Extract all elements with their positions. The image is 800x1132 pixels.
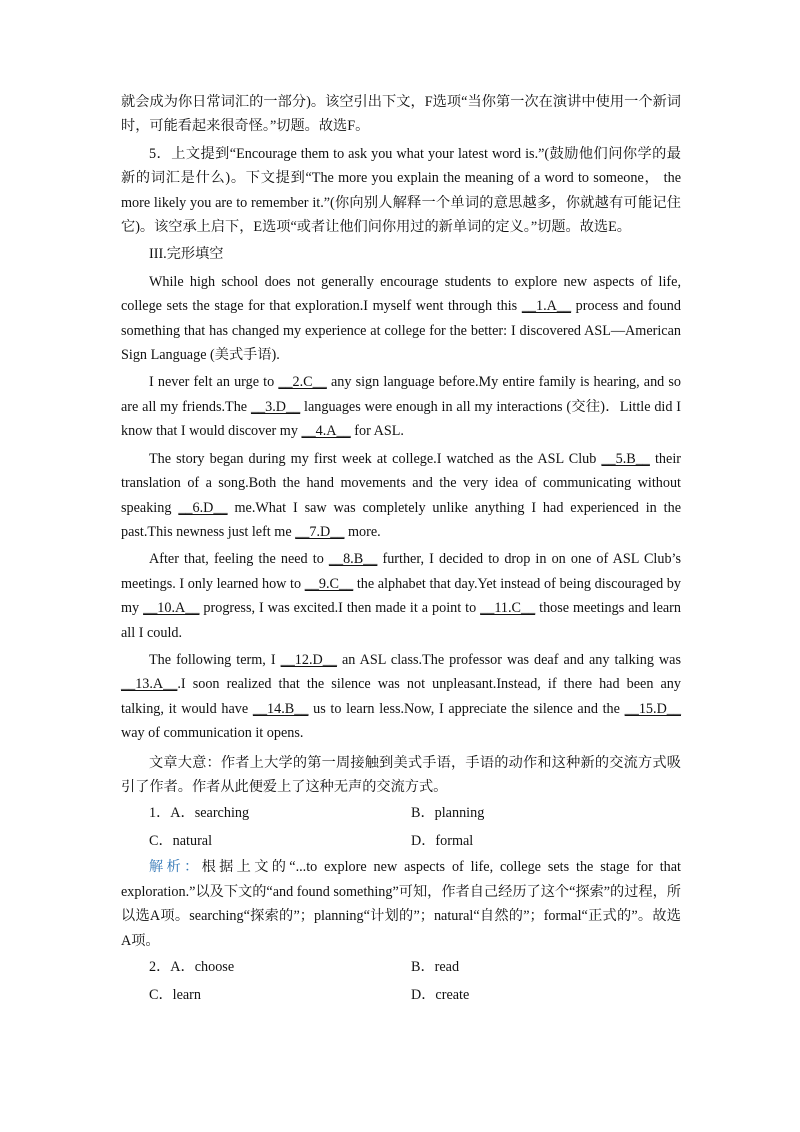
answer-blank-12: __12.D__: [280, 651, 337, 668]
answer-blank-8: __8.B__: [328, 551, 378, 568]
passage-paragraph-1: [121, 270, 681, 368]
passage-text: their translation of a song.Both the hand movements and the very idea of communicating without speaking: [121, 450, 681, 516]
passage-text: an ASL class.The professor was deaf and any talking was: [336, 651, 681, 668]
passage-text: I never felt an urge to: [149, 374, 279, 391]
option-1c: C．natural: [149, 833, 213, 850]
option-1d: D．formal: [411, 833, 474, 850]
passage-paragraph-2: [121, 370, 681, 443]
answer-blank-6: __6.D__: [178, 499, 228, 516]
paragraph-continuation: 就会成为你日常词汇的一部分)。该空引出下文，F选项“当你第一次在演讲中使用一个新词时，可能看起来很奇怪。”切题。故选F。: [121, 94, 681, 135]
passage-text: those meetings and learn all I could.: [121, 600, 681, 641]
passage-text: more.: [344, 523, 381, 540]
passage-text: any sign language before.My entire family is hearing, and so are all my friends.The: [121, 374, 682, 415]
paragraph-answer-5: 5．上文提到“Encourage them to ask you what your latest word is.”(鼓励他们问你学的最新的词汇是什么)。下文提到“The more you explain the meaning of a word to someone， the more likely you are to remember it.”(你向别人解释一个单词的意思越多，你就越有可能记住它)。该空承上启下，E选项“或者让他们问你用过的新单词的定义。”切题。故选E。: [121, 145, 681, 236]
passage-text: way of communication it opens.: [121, 725, 304, 742]
passage-text: me.What I saw was completely unlike anything I had experienced in the past.This newness just left me: [121, 499, 681, 540]
answer-blank-4: __4.A__: [301, 423, 351, 440]
section-heading: III.完形填空: [149, 246, 224, 263]
passage-text: progress, I was excited.I then made it a point to: [199, 600, 481, 617]
answer-blank-11: __11.C__: [480, 600, 536, 617]
question-1-options-row-2: [121, 827, 681, 855]
passage-text: process and found something that has changed my experience at college for the better: I discovered ASL—American Sign Language (美式手语).: [121, 298, 681, 364]
question-1-options-row-1: [121, 799, 681, 827]
option-2d: D．create: [411, 986, 470, 1003]
passage-text: .I soon realized that the silence was not unpleasant.Instead, if there had been any talking, it would have: [121, 676, 681, 717]
analysis-label: 解析：: [149, 859, 202, 876]
option-2c: C．learn: [149, 986, 202, 1003]
passage-text: languages were enough in all my interactions (交往)．Little did I know that I would discover my: [121, 398, 682, 440]
analysis-paragraph: [121, 855, 681, 953]
answer-blank-13: __13.A__: [121, 676, 178, 693]
answer-blank-10: __10.A__: [143, 600, 200, 617]
passage-paragraph-3: [121, 447, 681, 545]
answer-blank-2: __2.C__: [278, 374, 327, 391]
document-page: [121, 90, 681, 1009]
passage-text: further, I decided to drop in on one of ASL Club’s meetings. I only learned how to: [121, 551, 681, 592]
question-2-options-row-1: [121, 953, 681, 981]
passage-text: for ASL.: [350, 423, 404, 440]
option-1b: B．planning: [411, 805, 485, 822]
answer-blank-9: __9.C__: [304, 575, 354, 592]
analysis-text: 根据上文的“...to explore new aspects of life, college sets the stage for that exploration.”以及下文的“and found something”可知，作者自己经历了这个“探索”的过程，所以选A项。searching“探索的”；planning“计划的”；natural“自然的”；formal“正式的”。故选A项。: [121, 859, 681, 949]
passage-text: After that, feeling the need to: [149, 551, 329, 568]
passage-text: While high school does not generally encourage students to explore new aspects of life, college sets the stage for that exploration.I myself went through this: [121, 273, 681, 315]
passage-paragraph-4: [121, 547, 681, 645]
passage-text: the alphabet that day.Yet instead of being discouraged by my: [121, 575, 681, 617]
answer-blank-7: __7.D__: [295, 523, 345, 540]
passage-text: The story began during my first week at college.I watched as the ASL Club: [149, 450, 602, 467]
answer-blank-1: __1.A__: [521, 298, 572, 315]
option-2b: B．read: [411, 958, 460, 975]
answer-blank-5: __5.B__: [601, 450, 650, 467]
answer-blank-15: __15.D__: [624, 700, 681, 717]
question-2-options-row-2: [121, 981, 681, 1009]
article-summary: 文章大意：作者上大学的第一周接触到美式手语，手语的动作和这种新的交流方式吸引了作者。作者从此便爱上了这种无声的交流方式。: [121, 754, 681, 795]
option-2a: 2．A．choose: [149, 958, 235, 975]
passage-paragraph-5: [121, 648, 681, 746]
passage-text: us to learn less.Now, I appreciate the silence and the: [308, 700, 625, 717]
answer-blank-3: __3.D__: [250, 398, 301, 415]
passage-text: The following term, I: [149, 651, 281, 668]
answer-blank-14: __14.B__: [252, 700, 309, 717]
option-1a: 1．A．searching: [149, 805, 250, 822]
